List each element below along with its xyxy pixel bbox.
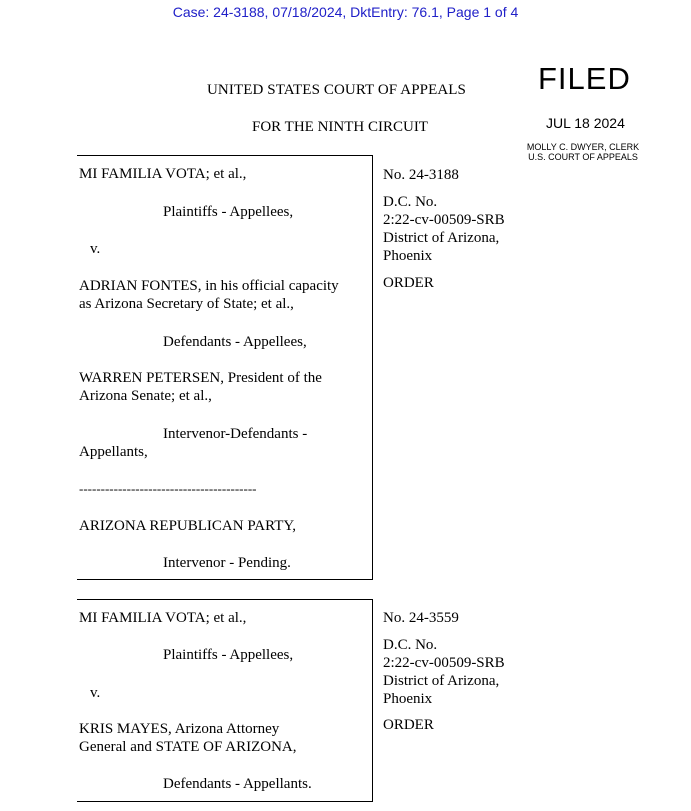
- case1-defendant-role: Defendants - Appellees,: [163, 334, 307, 350]
- case1-intervenor-role-line2: Appellants,: [79, 444, 148, 460]
- case1-dc-label: D.C. No.: [383, 194, 438, 210]
- court-title: UNITED STATES COURT OF APPEALS: [207, 82, 466, 98]
- case1-dc-number: 2:22-cv-00509-SRB: [383, 212, 505, 228]
- case1-party-role: Intervenor - Pending.: [163, 555, 291, 571]
- case2-caption-box: [77, 599, 373, 802]
- case2-city: Phoenix: [383, 691, 433, 707]
- case2-dc-label: D.C. No.: [383, 637, 438, 653]
- case1-defendant-line1: ADRIAN FONTES, in his official capacity: [79, 278, 339, 294]
- case1-intervenor-line1: WARREN PETERSEN, President of the: [79, 370, 322, 386]
- case1-plaintiff: MI FAMILIA VOTA; et al.,: [79, 166, 247, 182]
- case2-doc-type: ORDER: [383, 717, 434, 733]
- case2-defendant-line2: General and STATE OF ARIZONA,: [79, 739, 297, 755]
- case1-versus: v.: [90, 241, 101, 257]
- case2-defendant-role: Defendants - Appellants.: [163, 776, 312, 792]
- case2-dc-number: 2:22-cv-00509-SRB: [383, 655, 505, 671]
- case2-number: No. 24-3559: [383, 610, 459, 626]
- case2-plaintiff-role: Plaintiffs - Appellees,: [163, 647, 294, 663]
- case1-city: Phoenix: [383, 248, 433, 264]
- filed-stamp: FILED: [538, 61, 631, 96]
- case1-number: No. 24-3188: [383, 167, 459, 183]
- case2-versus: v.: [90, 685, 101, 701]
- case1-doc-type: ORDER: [383, 275, 434, 291]
- case1-plaintiff-role: Plaintiffs - Appellees,: [163, 204, 294, 220]
- case2-district: District of Arizona,: [383, 673, 500, 689]
- case1-intervenor-line2: Arizona Senate; et al.,: [79, 388, 212, 404]
- case1-defendant-line2: as Arizona Secretary of State; et al.,: [79, 296, 294, 312]
- case-header: Case: 24-3188, 07/18/2024, DktEntry: 76.1, Page 1 of 4: [172, 4, 519, 20]
- clerk-name: MOLLY C. DWYER, CLERK: [526, 142, 640, 152]
- case1-party: ARIZONA REPUBLICAN PARTY,: [79, 518, 297, 534]
- case2-defendant-line1: KRIS MAYES, Arizona Attorney: [79, 721, 280, 737]
- case2-plaintiff: MI FAMILIA VOTA; et al.,: [79, 610, 247, 626]
- clerk-office: U.S. COURT OF APPEALS: [528, 152, 638, 162]
- case1-separator: -----------------------------------------: [79, 481, 257, 496]
- clerk-block: [510, 142, 656, 162]
- case1-intervenor-role-line1: Intervenor-Defendants -: [163, 426, 308, 442]
- filed-date: JUL 18 2024: [546, 115, 625, 131]
- case1-district: District of Arizona,: [383, 230, 500, 246]
- circuit-title: FOR THE NINTH CIRCUIT: [252, 119, 428, 135]
